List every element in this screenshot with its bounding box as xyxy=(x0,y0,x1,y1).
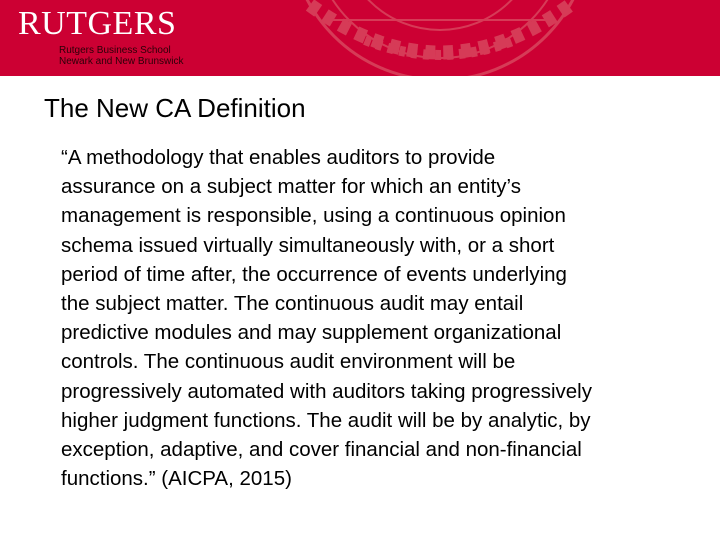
quote-line: period of time after, the occurrence of events underlying xyxy=(61,262,567,286)
school-campuses: Newark and New Brunswick xyxy=(59,56,184,67)
quote-line: assurance on a subject matter for which an entity’s xyxy=(61,175,521,199)
quote-line: the subject matter. The continuous audit may entail xyxy=(61,292,524,316)
quote-line: predictive modules and may supplement organizational xyxy=(61,321,562,345)
quote-line: functions.” (AICPA, 2015) xyxy=(61,467,292,491)
quote-line: “A methodology that enables auditors to provide xyxy=(61,146,496,169)
quote-line: higher judgment functions. The audit will be by analytic, by xyxy=(61,408,591,432)
university-seal-watermark xyxy=(190,0,690,76)
definition-quote xyxy=(61,143,701,493)
slide-title: The New CA Definition xyxy=(44,93,306,123)
quote-line: schema issued virtually simultaneously with, or a short xyxy=(61,233,555,257)
quote-line: progressively automated with auditors taking progressively xyxy=(61,379,592,403)
rutgers-logo: RUTGERS xyxy=(18,5,177,42)
header-banner xyxy=(0,0,720,76)
quote-line: exception, adaptive, and cover financial and non-financial xyxy=(61,438,582,462)
quote-line: management is responsible, using a continuous opinion xyxy=(61,204,566,228)
school-name: Rutgers Business School xyxy=(59,45,171,56)
quote-line: controls. The continuous audit environment will be xyxy=(61,350,516,374)
